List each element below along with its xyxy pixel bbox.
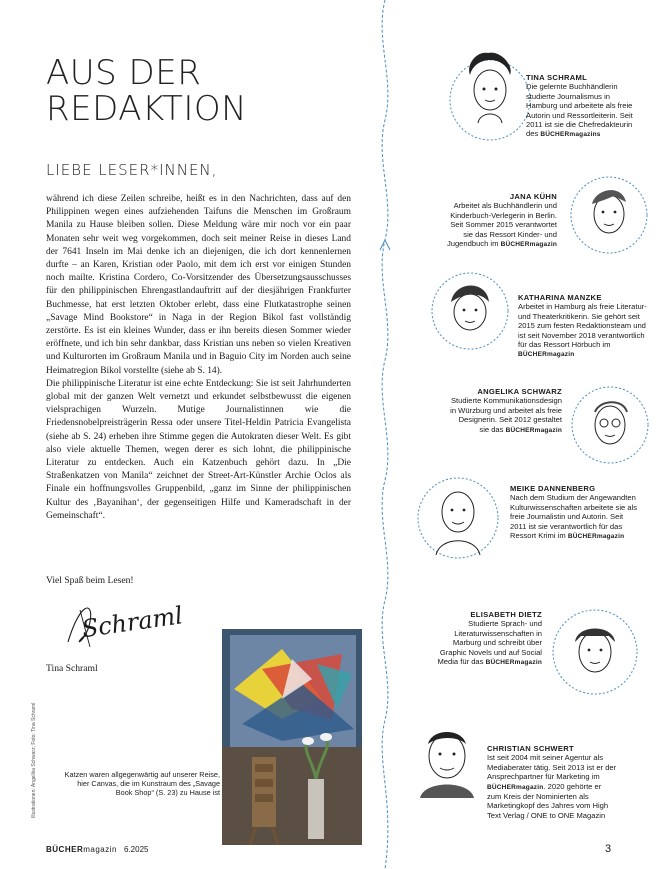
portrait-christian-schwert	[410, 718, 485, 798]
signer-name: Tina Schraml	[46, 663, 98, 674]
decorative-divider	[370, 0, 400, 869]
team-member-meike-dannenberg: MEIKE DANNENBERG Nach dem Studium der Angewandten Kulturwissenschaften arbeitete sie als freie Journalistin und Autorin. Seit 2011 ist sie verantwortlich für das Ressort Krimi im BÜCHERmagazin	[510, 484, 638, 541]
portrait-angelika-schwarz	[565, 380, 655, 470]
team-member-tina-schraml: TINA SCHRAML Die gelernte Buchhändlerin studierte Journalismus in Hamburg und arbeitete als freie Autorin und Ressortleiterin. Seit 2011 ist sie die Chefredakteurin des BÜCHERmagazins	[526, 73, 633, 139]
portrait-jana-kuehn	[564, 170, 654, 260]
team-member-katharina-manzke: KATHARINA MANZKE Arbeitet in Hamburg als freie Literatur- und Theaterkritikerin. Sie gehört seit 2015 zum festen Redaktionsteam und ist seit November 2018 verantwortlich für das Ressort Hörbuch im BÜCHERmagazin	[518, 293, 647, 359]
issue-number: 6.2025	[124, 845, 149, 854]
signature	[60, 592, 190, 654]
letter-paragraph-2: Die philippinische Literatur ist eine echte Entdeckung: Sie ist seit Jahrhunderten global mit der ganzen Welt vernetzt und erkundet selbstbewusst die eigenen vielsprachigen Wurzeln. Mutige Journalistinnen wie die Friedensnobelpreisträgerin Ressa oder unsere Titel-Heldin Patricia Evangelista (siehe ab S. 24) erheben ihre Stimme gegen die Autokraten dieser Welt. Es gibt also viele aktuelle Themen, wegen derer es sich lohnt, die philippinische Literatur zu entdecken. Auch ein Katzenbuch gehört dazu. In „Die Straßenkatzen von Manila“ zeichnet der Street-Art-Künstler Archie Oclos als Finale ein hoffnungsvolles Gruppenbild, „ganz im Sinne der philippinischen Kultur des ‚Bayanihan‘, der gegenseitigen Hilfe und Kameradschaft in der Gemeinschaft“.	[46, 378, 351, 521]
team-member-elisabeth-dietz: ELISABETH DIETZ Studierte Sprach- und Literaturwissenschaften in Marburg und schreibt über Graphic Novels und auf Social Media für das BÜCHERmagazin	[437, 610, 542, 667]
salutation: LIEBE LESER*INNEN,	[46, 161, 218, 179]
title-line-1: AUS DER	[46, 53, 202, 93]
photo-caption: Katzen waren allgegenwärtig auf unserer Reise, hier Canvas, die im Kunstraum des „Savage Book Shop“ (S. 23) zu Hause ist	[64, 770, 220, 797]
portrait-meike-dannenberg	[410, 470, 505, 565]
team-member-angelika-schwarz: ANGELIKA SCHWARZ Studierte Kommunikationsdesign in Würzburg und arbeitet als freie Designerin. Seit 2012 gestaltet sie das BÜCHERmagazin	[450, 387, 562, 434]
footer-brand: BÜCHERmagazin	[46, 845, 117, 854]
title-line-2: REDAKTION	[46, 89, 248, 129]
editorial-letter	[46, 193, 351, 523]
image-credits: Illustrationen: Angelika Schwarz; Foto: Tina Schraml	[31, 702, 37, 818]
team-member-jana-kuehn: JANA KÜHN Arbeitet als Buchhändlerin und Kinderbuch-Verlegerin in Berlin. Seit Sommer 2015 verantwortet sie das Ressort Kinder- und Jugendbuch im BÜCHERmagazin	[446, 192, 557, 249]
bookshop-photo	[222, 629, 362, 845]
letter-paragraph-1: während ich diese Zeilen schreibe, heißt es in den Nachrichten, dass auf den Philippinen wegen eines aufziehenden Taifuns die Menschen im Großraum Manila zu Hause bleiben sollen. Diese Meldung wäre mir noch vor ein paar Monaten sehr weit weg vorgekommen, doch seit meiner Reise in dieses Land der 7641 Inseln im Mai denke ich an diejenigen, die ich dort kennenlernen durfte – an Karen, Kristian oder Paolo, mit dem ich erst vor einigen Stunden noch mailte. Kristina Cordero, Co-Vorsitzender des Übersetzungsausschusses für den philippinischen Ehrengastlandauftritt auf der diesjährigen Frankfurter Buchmesse, hat erst letzten Oktober erlebt, dass eine Flutkatastrophe seinen „Savage Mind Bookstore“ in Naga in der Region Bikol fast vollständig zerstörte. Es ist ein kleines Wunder, dass er ihn bereits diesen Sommer wieder eröffnete, und ich bin sehr dankbar, dass Kristian uns neben so vielen Kreativen und Kulturorten im Großraum Manila und in Baguio City im Norden auch seine Heimatregion Bikol vorstellte (siehe ab S. 14).	[46, 194, 351, 376]
page-number: 3	[605, 843, 612, 855]
portrait-elisabeth-dietz	[545, 602, 645, 702]
portrait-tina-schraml	[440, 45, 540, 145]
team-member-christian-schwert: CHRISTIAN SCHWERT Ist seit 2004 mit seiner Agentur als Mediaberater tätig. Seit 2013 ist er der Ansprechpartner für Marketing im BÜCHERmagazin. 2020 gehörte er zum Kreis der Nominierten als Marketingkopf des Jahres vom High Text Verlag / ONE to ONE Magazin	[487, 744, 617, 820]
letter-closing: Viel Spaß beim Lesen!	[46, 575, 134, 586]
page-title	[46, 55, 346, 127]
portrait-katharina-manzke	[425, 266, 515, 356]
signature-text: Schraml	[80, 601, 185, 644]
